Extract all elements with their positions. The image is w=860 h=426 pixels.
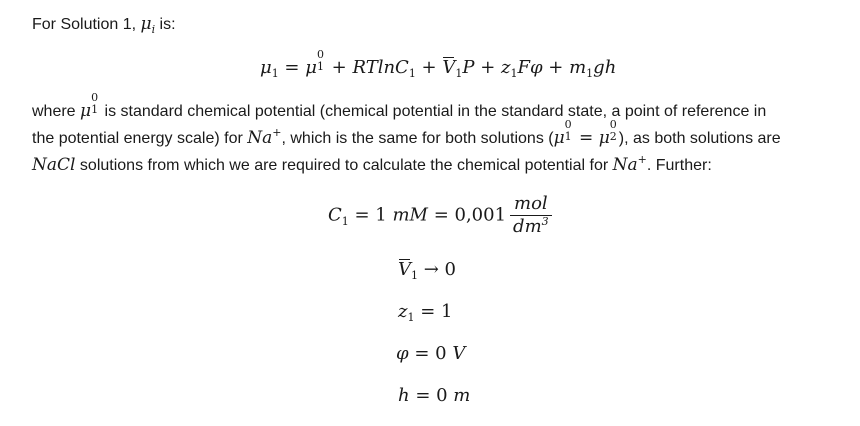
- charge-condition: $z_1 = 1$: [398, 301, 453, 324]
- paragraph-line-1: where μ 0 1 is standard chemical potential (chemical potential in the standard state, a point of reference in: [32, 91, 767, 121]
- intro-prefix: For Solution 1,: [32, 16, 141, 33]
- volume-condition: $V_1 \to 0$: [398, 259, 456, 282]
- paragraph-line-3: NaCl solutions from which we are required to calculate the chemical potential for Na+. Further:: [32, 153, 712, 175]
- potential-condition: φ = 0 V: [396, 343, 466, 364]
- height-condition: h = 0 m: [398, 385, 471, 406]
- intro-line: [32, 13, 176, 36]
- intro-suffix: is:: [155, 16, 176, 33]
- chemical-potential-equation: $\mu_1 = \mu$ 0 1 + $RTlnC_1 + V_1P + z_1F\varphi + m_1gh$: [260, 48, 617, 80]
- paragraph-line-2: the potential energy scale) for Na+, which is the same for both solutions (μ 0 1 = μ 0 2 ), as both solutions are: [32, 118, 781, 148]
- unit-fraction: $\frac{\text{mol}}{dm^3}$: [510, 193, 552, 238]
- concentration-equation: $C_1 = 1$ mM = 0,001 $\frac{\text{mol}}{dm^3}$: [328, 193, 552, 238]
- mu-i-symbol: $\mu_i$: [140, 14, 156, 36]
